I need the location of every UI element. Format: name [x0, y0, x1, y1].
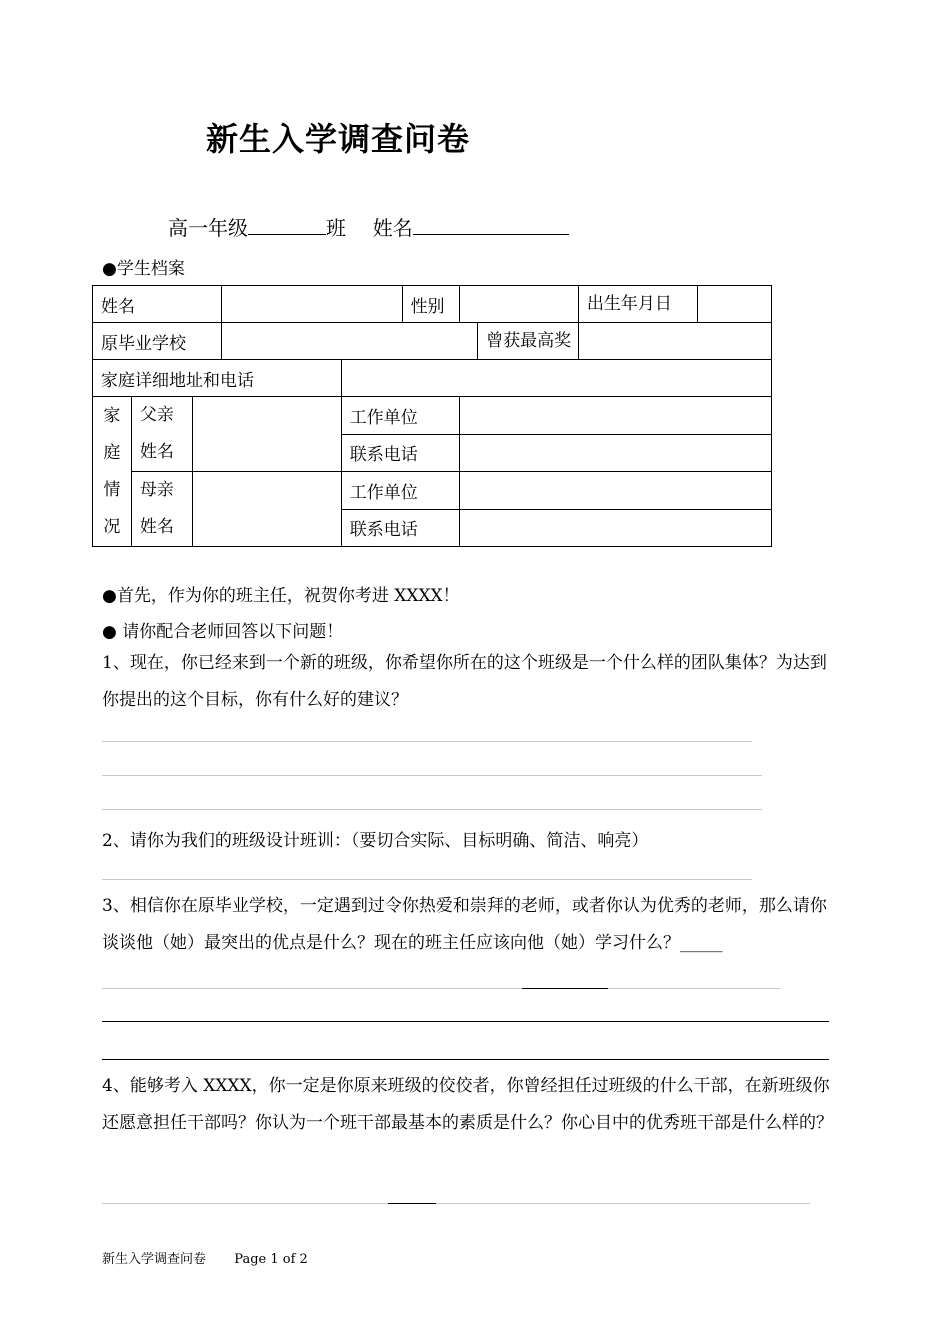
- intro-instruction: ● 请你配合老师回答以下问题！: [102, 622, 344, 642]
- family-char: 家: [103, 405, 121, 426]
- question-3-text: 3、相信你在原毕业学校，一定遇到过令你热爱和崇拜的老师，或者你认为优秀的老师，那么请你谈谈他（她）最突出的优点是什么？现在的班主任应该向他（她）学习什么？: [102, 896, 827, 953]
- name-value-cell[interactable]: [222, 286, 402, 323]
- answer-line-q3-2[interactable]: [102, 1021, 829, 1022]
- birthdate-label: 出生年月日: [579, 286, 698, 322]
- father-workplace-value-cell[interactable]: [460, 397, 772, 435]
- former-school-label: 原毕业学校: [93, 323, 222, 360]
- family-char: 庭: [103, 442, 121, 463]
- page-title: 新生入学调查问卷: [206, 120, 471, 158]
- name-cell-label: 姓名: [93, 286, 222, 323]
- highest-award-value-cell[interactable]: [578, 323, 771, 360]
- question-1: 1、现在，你已经来到一个新的班级，你希望你所在的这个班级是一个什么样的团队集体？为达到你提出的这个目标，你有什么好的建议？: [102, 653, 827, 710]
- question-3: [102, 888, 842, 962]
- father-name-value-cell[interactable]: [192, 397, 341, 472]
- answer-line-q1-3[interactable]: [102, 809, 762, 810]
- father-workplace-label: 工作单位: [341, 397, 460, 435]
- former-school-value-cell[interactable]: [222, 323, 579, 360]
- answer-line-q1-1[interactable]: [102, 741, 752, 742]
- home-address-value-cell[interactable]: [341, 360, 771, 397]
- footer-doc-title: 新生入学调查问卷: [102, 1252, 207, 1267]
- father-phone-label: 联系电话: [341, 434, 460, 472]
- former-school-input[interactable]: [222, 323, 478, 359]
- grade-label: 高一年级: [168, 216, 248, 240]
- answer-line-q4-c[interactable]: [436, 1203, 810, 1204]
- father-label: 父亲: [139, 405, 174, 425]
- family-char: 情: [103, 479, 121, 500]
- question-2: 2、请你为我们的班级设计班训：（要切合实际、目标明确、简洁、响亮）: [102, 831, 649, 851]
- family-situation-label: [93, 397, 132, 547]
- mother-name-word: 姓名: [139, 517, 174, 537]
- answer-line-q4-a[interactable]: [102, 1203, 388, 1204]
- class-blank[interactable]: [248, 214, 326, 235]
- class-name-line: [168, 212, 569, 241]
- mother-workplace-value-cell[interactable]: [460, 472, 772, 510]
- student-profile-table: [92, 285, 772, 547]
- answer-line-q3-1c[interactable]: [608, 988, 780, 989]
- gender-cell-label: 性别: [402, 286, 460, 323]
- class-suffix: 班: [326, 216, 346, 240]
- gender-value-cell[interactable]: [460, 286, 579, 323]
- birthdate-value-cell[interactable]: [698, 286, 771, 322]
- intro-congratulation: ●首先，作为你的班主任，祝贺你考进 XXXX！: [102, 586, 460, 606]
- answer-line-q3-3[interactable]: [102, 1059, 829, 1060]
- answer-line-q4-b[interactable]: [388, 1203, 436, 1204]
- mother-phone-label: 联系电话: [341, 509, 460, 547]
- page-footer: [102, 1248, 308, 1267]
- name-label: 姓名: [372, 216, 413, 240]
- mother-phone-value-cell[interactable]: [460, 509, 772, 547]
- answer-line-q1-2[interactable]: [102, 775, 762, 776]
- home-address-label: 家庭详细地址和电话: [93, 360, 342, 397]
- father-name-word: 姓名: [139, 442, 174, 462]
- name-blank[interactable]: [413, 214, 569, 235]
- mother-workplace-label: 工作单位: [341, 472, 460, 510]
- mother-name-label: [131, 472, 192, 547]
- question-4: 4、能够考入 XXXX，你一定是你原来班级的佼佼者，你曾经担任过班级的什么干部，在新班级你还愿意担任干部吗？你认为一个班干部最基本的素质是什么？你心目中的优秀班干部是什么样的？: [102, 1076, 833, 1133]
- family-char: 况: [103, 516, 121, 537]
- answer-line-q2[interactable]: [102, 879, 752, 880]
- mother-name-value-cell[interactable]: [192, 472, 341, 547]
- father-phone-value-cell[interactable]: [460, 434, 772, 472]
- footer-page-number: Page 1 of 2: [234, 1252, 308, 1267]
- question-3-blank[interactable]: _____: [680, 933, 723, 953]
- highest-award-label: 曾获最高奖: [486, 331, 572, 351]
- answer-line-q3-1a[interactable]: [102, 988, 522, 989]
- mother-label: 母亲: [139, 480, 174, 500]
- answer-line-q3-1b[interactable]: [522, 988, 608, 989]
- profile-heading: ●学生档案: [102, 259, 185, 279]
- father-name-label: [131, 397, 192, 472]
- birthdate-group: [578, 286, 771, 323]
